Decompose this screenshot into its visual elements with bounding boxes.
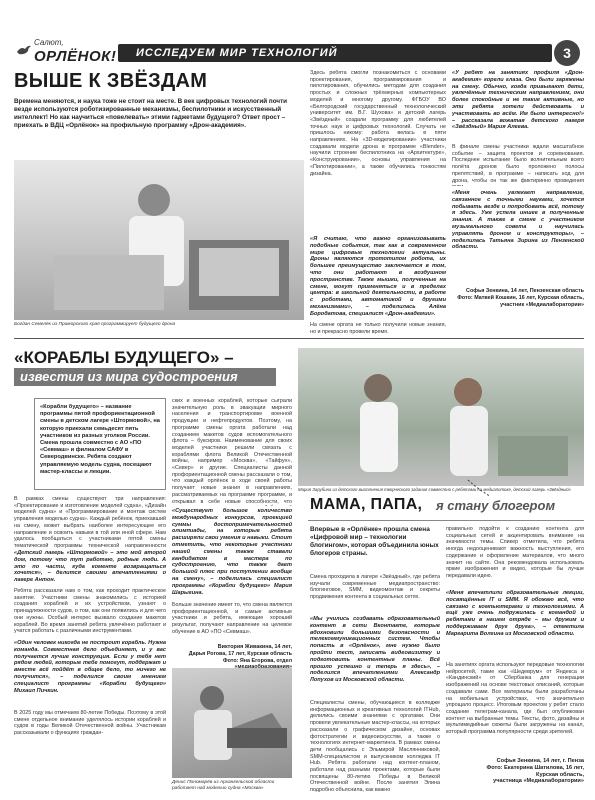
article2-col1-text: В рамках смены существуют три направления: «Проектирование и изготовление моделей судна», «Дизайн моделей судна» и «Программирование и монтаж систем управления моделью судна». Каждый ребёнок, приехавший на смену, может выбрать наиболее интересующее его направление и освоить навыки в той или иной сфере. Нам удалось пообщаться с участниками пятой смены тематической программы технической направленности: [14, 496, 166, 548]
page-number: 3: [554, 40, 580, 66]
article1-signature: [452, 288, 584, 308]
article3-col1b-text: Специалисты смены, обучающиеся в колледже информационных и креативных технологий ITHub, делились своими знаниями с оргатами. Они провели увлекательные мастер-классы, на которых рассказали о графическом дизайне, основах фотостратегии и видеоискусстве, а также о технологиях интернет-маркетинга. В рамках смены дети пообщались с Эльмирой Маслянниковой, SMM-специалистом и выпускником колледжа IT Hub. Ребята работали над контент-планом, работали над разными проектами, которые были посвящены 80-летию Победы в Великой Отечественной войне. После занятия Элина подробно объяснила, как важно: [310, 700, 440, 794]
article1-photo: [14, 160, 304, 320]
article1-sign-role: участник «Медиалаборатории»: [500, 301, 584, 308]
article2-photo: [172, 668, 292, 778]
photo-placeholder-icon: [14, 160, 304, 320]
bird-logo-icon: [16, 42, 32, 58]
article1-photo-caption: Богдан Семелёк из Приморского края программирует будущего дрона: [14, 322, 176, 327]
article2-quote1: «Детский лагерь «Штормовой» – это мой второй дом, потому что тут работаю, родные люди. А это по части, куда коменте возвращаться хочется», – делится своими впечатлениями о лагере Антон.: [14, 550, 166, 584]
article2-title: «КОРАБЛЫ БУДУЩЕГО» –: [14, 348, 234, 367]
article1-col2-end: На смене оргата не только получили новые знания, но и прекрасно провели время.: [310, 322, 446, 335]
logo-big-text: ОРЛЁНОК!: [34, 48, 117, 65]
article2-col2-text: ских и военных кораблей, которые сыграли значительную роль в эвакуации мирного населения и транспортировке военной продукции и нефтепродуктов. Поэтому, на программе смены оргата работали над созданием макетов судов вспомогательного флота – буксиров. Наименование для своих моделей участники решили связать с кораблями флота Великой Отечественной войны, например «Москва», «Тайфун», «Север» и другие. Специалисты данной профориентационной смены рассказали о том, что каждый орлёнок в ходе своей работы получает новые знания в направлениях, рассматриваемых на программе программе, и открывал в себе новые способности, что: [172, 398, 292, 505]
article3-sign-region: Курская область,: [536, 771, 584, 778]
article3-sign-photo: Фото: Екатерина Шатилова, 16 лет,: [486, 764, 584, 771]
article3-sign-role: участница «Медиалаборатории»: [493, 778, 584, 785]
article3-photo: [298, 348, 584, 486]
article3-col2-text: правильно подойти к созданию контента для социальных сетей и акцентировать внимание на значимости темы. Спикер отметила, что ребята иногда недооценивают важность выступления, его содержание и оформление материалов, что много значит на сайте. Она рекомендовала использовать яркие изображения и видео, которые бы лучше передавали идею.: [446, 526, 584, 579]
article3-photo-caption: Мария Зарубина из детского выполнения творческого задания совместно с ребятами на медиапотоке, детский лагерь «Звёздный»: [298, 487, 572, 492]
article1-sign-author: Софья Зенкина, 14 лет, Пензенская область: [466, 288, 584, 294]
article3-signature: [446, 758, 584, 785]
article1-col3-text: В финале смены участники ждали масштабное событие – защита проектов и соревнования. Последнее испытание было волнительным всего полёта дронов было проложено полосы препятствий, в программе – написать код для дрона, чтобы он так же фиктиринно проведения: [452, 144, 584, 184]
article2-subtitle: известия из мира судостроения: [14, 368, 276, 386]
article3-subtitle: я стану блогером: [430, 496, 584, 515]
article1-col2-text: Здесь ребята смогли познакомиться с основами проектирования, программирования и пилотирования, обучились методам для создания простых и сложных трёхмерных компьютерных моделей и многому другому. ФГБОУ ВО «Белгородский государственный технологический университет им. В.Г. Шухова» и детский лагерь «Звёздный» создали программу для любителей точных наук и цифровых технологий. Случать не пришлось никому: работа велась в пяти направлениях. На «3D-моделировании» участники создавали модели дрона в программе «Blender», научили строение беспилотника на «Архитектуре», «Конструировании», основы управления на «Пилотировании», а также обучились тонкостям дизайна.: [310, 70, 446, 177]
divider: [14, 338, 584, 339]
article3-quote2: «Меня впечатлили образовательные лекции, посвящённые IT и SMM. Я обожаю всё, что связано с компьютерами и технологиями. А ещё уже очень подружилась с командой и ребятами в нашем отряде – мы дружим и поддерживаем друг друга», – отметила Маргарита Волгина из Московской области.: [446, 590, 584, 637]
article1-quote2: «У ребят на занятиях профиля «Дрон-академия» горели глаза. Они были заряжены на смену. Обычно, когда привыкают дети, увлечённые техническим направлением, они более спокойные и не такие активные, но эти ребята хотели действовать и участвовать во всём. Им было интересно!» – рассказала вожатая детского лагеря «Звёздный» Мария Алеева.: [452, 70, 584, 131]
article2-intro-box: [34, 398, 166, 490]
article3-sign-author: Софья Зенкина, 14 лет, г. Пенза: [496, 758, 584, 764]
logo: [16, 38, 116, 66]
article1-title: ВЫШЕ К ЗВЁЗДАМ: [14, 70, 208, 92]
article2-quote3: «Существует большое количество международных конкурсов, проекцией суммы достопримечательностей олимпиады, на которые ребята расширяли свои умения и навыки. Стоит отметить, что некоторые участники нашей смены также ставали кандидатом в мастера по судостроению, что также дает большой плюс при поступлении вообще на смену», – поделилась специалист программы «Корабли будущего» Мария Шарыгина.: [172, 508, 292, 596]
article2-intro-text: «Корабли будущего» – название программы пятой профориентационной смены в детском лагере «Штормовой», на которую приехали семьдесят пять участников из разных уголков России. Смена прошла совместно с АО «ПО «Севмаш» и филиалом САФУ в Северодвинске. Ребята создают управляемую модель судна, посещают мастер-классы и лекции.: [40, 404, 160, 475]
article2-sign-photo: Фото: Яна Егорова, отдел: [223, 657, 292, 664]
article1-sign-photo: Фото: Матвей Кошкин, 16 лет, Курская область,: [457, 294, 584, 301]
article1-quote3: «Меня очень увлекает направление, связанное с точными науками, хочется побывать везде и попробовать всё, потому я здесь. Уже успела иншее в полученные знания. А также в смене с участником музыкального совета и научилась управлять дроном и конструкторы», – поделилась Татьяна Зирина из Пензенской области.: [452, 190, 584, 251]
article2-quote2: «Один человек никогда не построит корабль. Нужна команда. Совместная дело объединяет, и у вас получается лучше конструкция. Если у тебя нет рядом людей, которые тебе помогут, поддержат и вместе всё пойдёт в общее дело, то ничего не получится», – поделился своим мнением специалист программы «Корабли будущего» Михаил Пичкин.: [14, 640, 166, 694]
logo-small-text: Салют,: [34, 38, 64, 47]
article3-quote1: «Мы учились создавать образовательный контент в сети Вконтакте, которые вдохновили большими безопасности и телекоммуникационных систем. Чтобы попасть в «Орлёнок», мне нужно было пройти тест, записать видеовизитку и подготовить контентные планы. Всё прошло успешно и теперь я здесь», – поделился впечатлениями Александр Лопухов из Московской области.: [310, 616, 440, 684]
article2-photo-caption: Денис Пономарёв из Архангельской области работает над моделью судна «Москва»: [172, 780, 275, 791]
article2-sign-author1: Виктория Живакина, 14 лет,: [217, 644, 292, 650]
photo-placeholder-icon: [172, 668, 292, 778]
section-title: ИССЛЕДУЕМ МИР ТЕХНОЛОГИЙ: [136, 47, 338, 59]
photo-placeholder-icon: [298, 348, 584, 486]
article2-sign-author2: Дарья Рогова, 17 лет, Курская область: [188, 650, 292, 657]
divider: [308, 520, 584, 521]
article3-col1-text: Смена проходила в лагере «Звёздный», где ребята изучали современные медиапространство: блогинговое, SMM, видеомонтаж и секреты продвижения контента в социальных сетях.: [310, 574, 440, 601]
article2-col2b-text: Больше значение имеет то, что смена является профориентационной, и самые активные участники и ребята, имеющие хороший результат, получают направление на целевое обучение в АО «ПО «Севмаш».: [172, 602, 292, 635]
article2-col1c-text: В 2025 году мы отмечаем 80-летие Победы. Поэтому в этой смене отдельное внимание уделялось истории кораблей и судов в годы Великой Отечественной войны. Участникам рассказывали о функциях граждан-: [14, 710, 166, 737]
article2-col1b-text: Ребята рассказали нам о том, как проходит практическое занятие. Участники смены знакомились с историей создания кораблей и их устройством, узнают о принадлежности судов, о том, как они появились и для чего они нужны. Особый интерес вызвало создание макетов кораблей. Во время занятий ребята увлечённо работают и учатся работать с различными инструментами.: [14, 588, 166, 635]
article1-lead: Времена меняются, и наука тоже не стоит на месте. В век цифровых технологий почти везде используются роботизированные механизмы, беспилотники и искусственный интеллект! Но как научиться «повелевать» этими гаджетами будущего? Ответ прост – приехать в ВДЦ «Орлёнок» на профильную программу «Дрон-академия».: [14, 98, 288, 129]
article3-lead: Впервые в «Орлёнке» прошла смена «Цифровой мир – технологии блогингом», которая объединила юных блогеров страны.: [310, 526, 439, 557]
section-bar: [118, 44, 552, 62]
article1-quote1: «Я считаю, что важно организовывать подобные события, так как в современном мире цифровые технологии актуальны. Дроны являются прототипом робота, их большее преимущество заключается в том, что они работают в воздушном пространстве. Также мышки, полученные на смене, могут применяться и в пределах центра: в школьной деятельности, в работе с роботами, автоматикой и другими механизмами», – поделилась Алёна Бородатова, специалист «Дрон-академии».: [310, 236, 446, 317]
article3-col2b-text: На занятиях оргата используют передовые технологии нейросетей, такие как «Шедеврум» от Яндекса и «Кандинский» от Сбербанка для генерации изображений на основе текстовых описаний, которые создавали сами. Все материалы были разработаны на мобильных устройствах, что значительно упрощало процесс. Итоговым проектом у ребят стало создание телеграм-канала, где был опубликован контент на выбранные темы. Тексты, фото, дизайны и мультимедийные сюжеты были загружены на канал, который программа популярности среди зрителей.: [446, 662, 584, 736]
article3-title: МАМА, ПАПА,: [310, 496, 423, 513]
